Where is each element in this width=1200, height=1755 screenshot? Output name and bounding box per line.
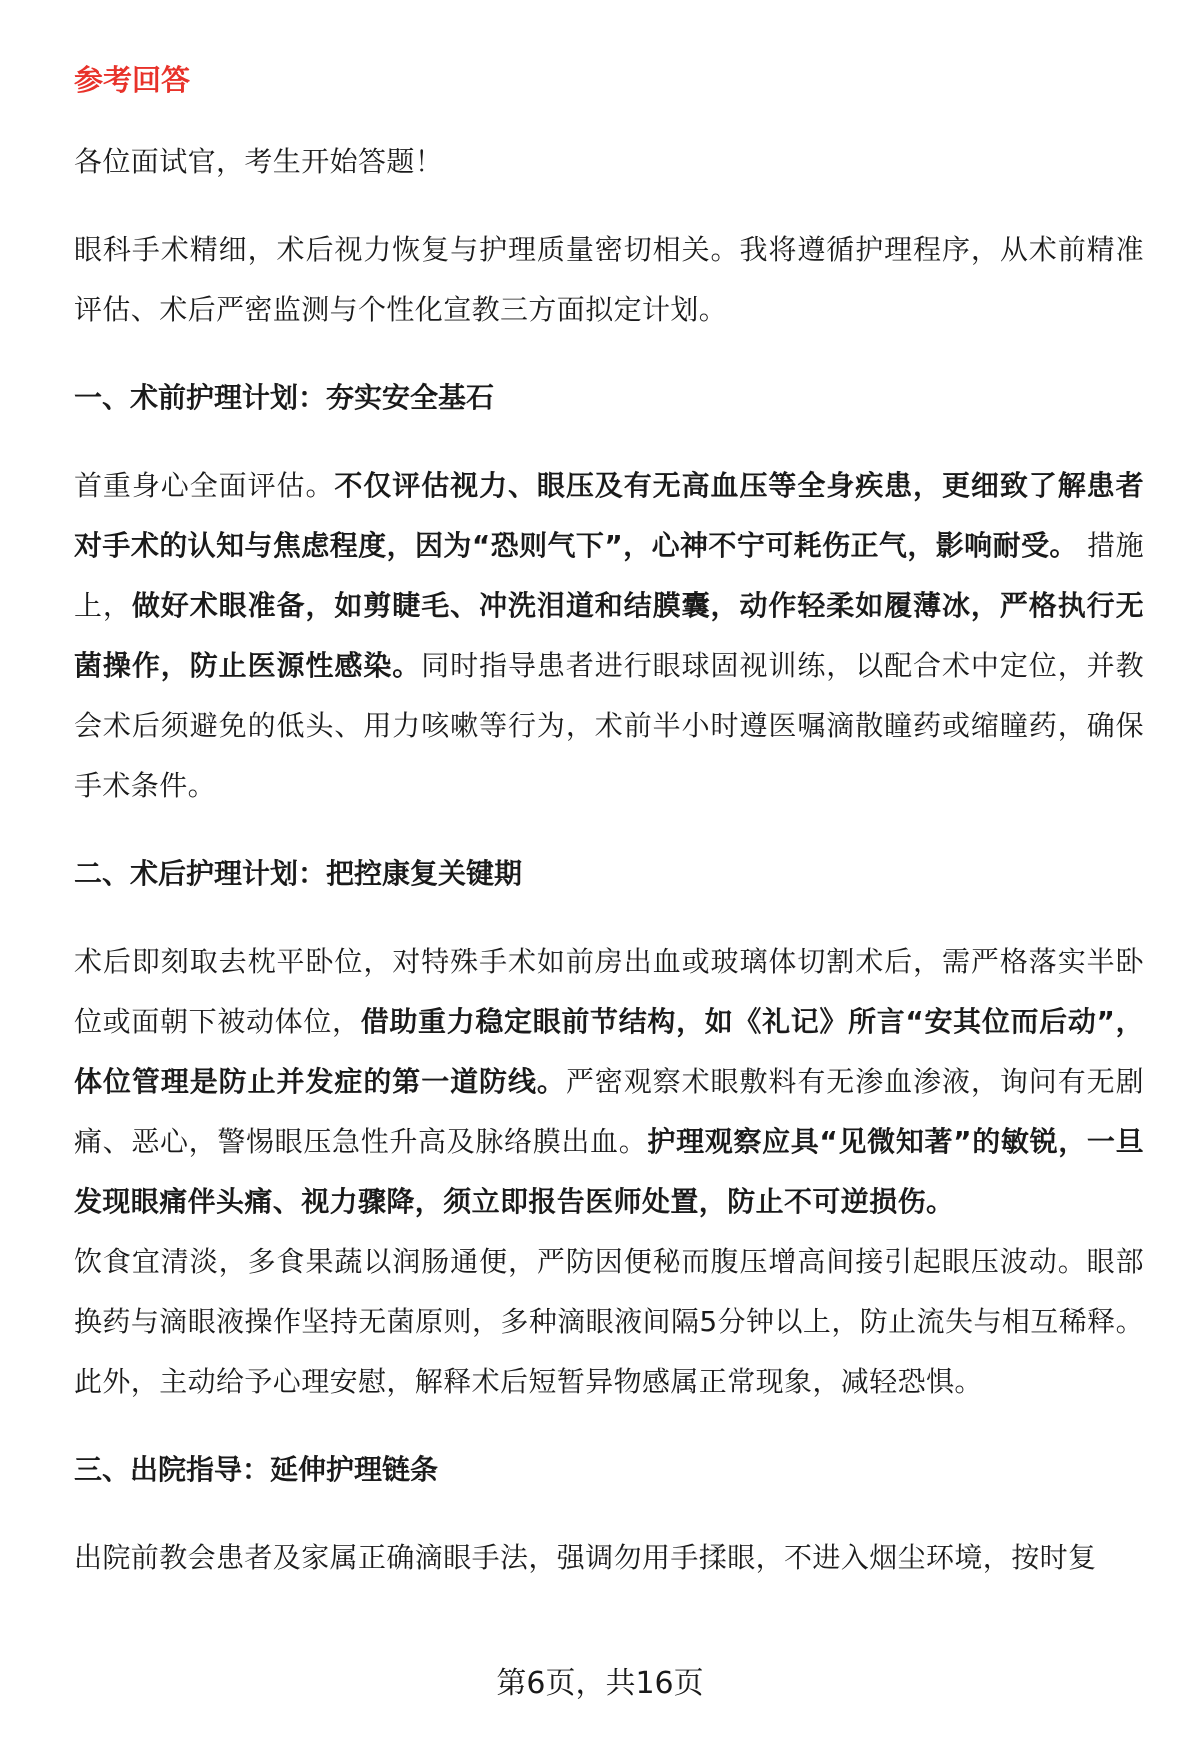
s2-text-a: 术后即刻取去枕平卧位，对特殊手术如前房出血或玻璃体切割术后，需严格落实半卧位或面朝下被动体位， [74,945,1144,1038]
section1-title: 一、术前护理计划：夯实安全基石 [74,381,495,414]
s1-text-a: 首重身心全面评估。 [74,469,335,502]
section3-paragraph: 出院前教会患者及家属正确滴眼手法，强调勿用手揉眼，不进入烟尘环境，按时复 [74,1541,1097,1574]
s2-bold-d: 护理观察应具“见微知著”的敏锐，一旦发现眼痛伴头痛、视力骤降，须立即报告医师处置，防止不可逆损伤。 [74,1125,1144,1218]
section2-title: 二、术后护理计划：把控康复关键期 [74,857,523,890]
s2-text-c: 严密观察术眼敷料有无渗血渗液，询问有无剧痛、恶心，警惕眼压急性升高及脉络膜出血。 [74,1065,1144,1158]
s1-text-c: 措施上， [74,529,1144,622]
section2-paragraph2: 饮食宜清淡，多食果蔬以润肠通便，严防因便秘而腹压增高间接引起眼压波动。眼部换药与滴眼液操作坚持无菌原则，多种滴眼液间隔5分钟以上，防止流失与相互稀释。此外，主动给予心理安慰，解释术后短暂异物感属正常现象，减轻恐惧。 [74,1245,1144,1398]
answer-heading: 参考回答 [74,63,191,97]
s1-bold-b: 不仅评估视力、眼压及有无高血压等全身疾患，更细致了解患者对手术的认知与焦虑程度，因为“恐则气下”，心神不宁可耗伤正气，影响耐受。 [74,469,1144,562]
section1-paragraph [74,456,1144,816]
s2-bold-b: 借助重力稳定眼前节结构，如《礼记》所言“安其位而后动”，体位管理是防止并发症的第一道防线。 [74,1005,1144,1098]
document-page [74,58,1144,1588]
greeting-paragraph: 各位面试官，考生开始答题！ [74,145,444,178]
s1-text-e: 同时指导患者进行眼球固视训练，以配合术中定位，并教会术后须避免的低头、用力咳嗽等行为，术前半小时遵医嘱滴散瞳药或缩瞳药，确保手术条件。 [74,649,1144,802]
section2-paragraph1 [74,932,1144,1232]
intro-paragraph: 眼科手术精细，术后视力恢复与护理质量密切相关。我将遵循护理程序，从术前精准评估、术后严密监测与个性化宣教三方面拟定计划。 [74,233,1144,326]
section3-title: 三、出院指导：延伸护理链条 [74,1453,439,1486]
page-number-footer: 第6页，共16页 [496,1666,704,1701]
s1-bold-d: 做好术眼准备，如剪睫毛、冲洗泪道和结膜囊，动作轻柔如履薄冰，严格执行无菌操作，防止医源性感染。 [74,589,1144,682]
